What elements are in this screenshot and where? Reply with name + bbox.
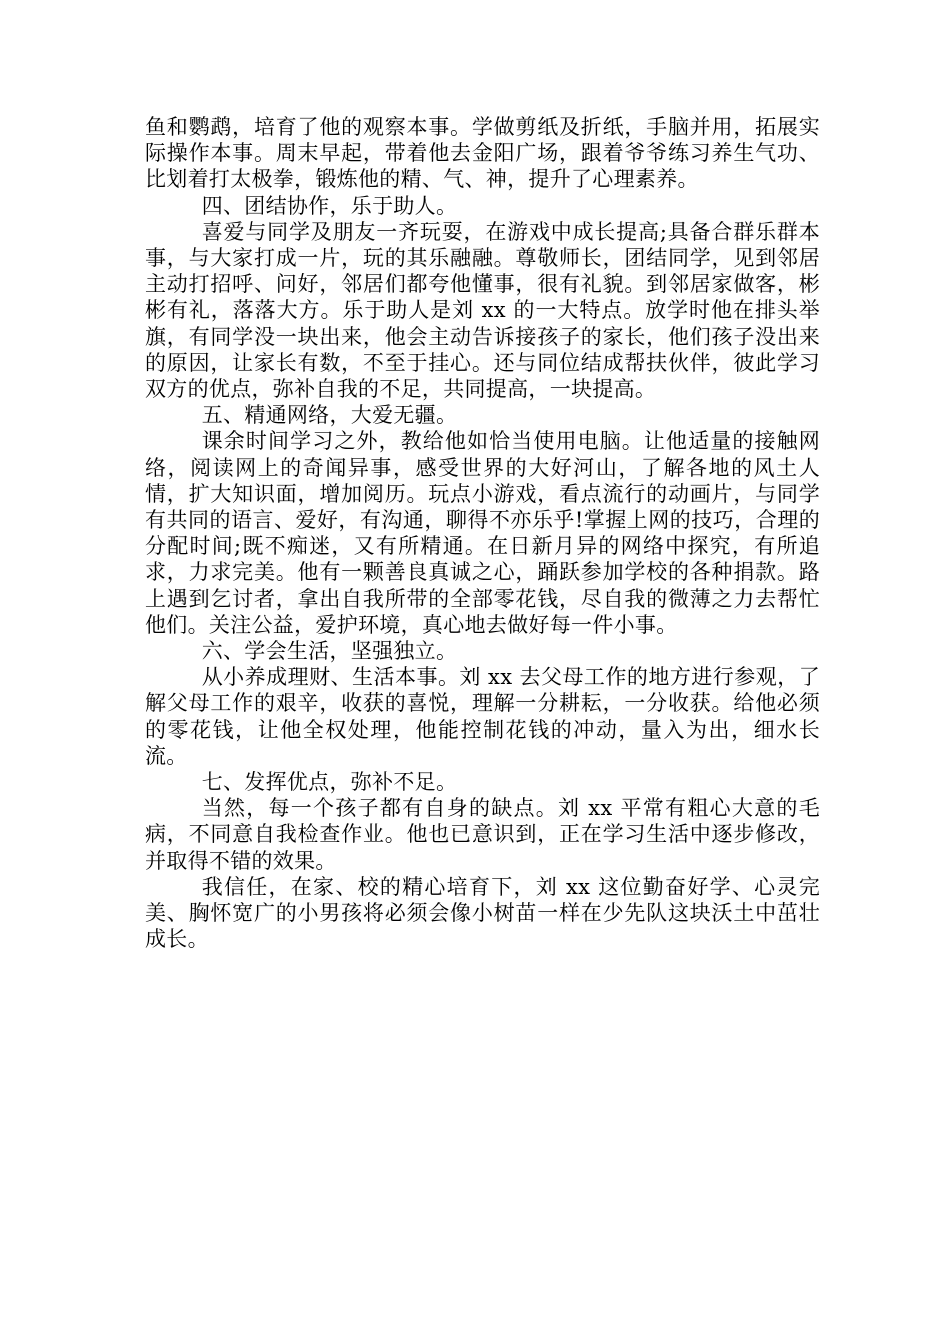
paragraph-section-4: 喜爱与同学及朋友一齐玩耍，在游戏中成长提高;具备合群乐群本事，与大家打成一片，玩的其乐融融。尊敬师长，团结同学，见到邻居主动打招呼、问好，邻居们都夸他懂事，很有礼貌。到邻居家做客，彬彬有礼，落落大方。乐于助人是刘 xx 的一大特点。放学时他在排头举旗，有同学没一块出来，他会主动告诉接孩子的家长，他们孩子没出来的原因，让家长有数，不至于挂心。还与同位结成帮扶伙伴，彼此学习双方的优点，弥补自我的不足，共同提高，一块提高。 bbox=[145, 219, 820, 402]
paragraph-section-6: 从小养成理财、生活本事。刘 xx 去父母工作的地方进行参观，了解父母工作的艰辛，收获的喜悦，理解一分耕耘，一分收获。给他必须的零花钱，让他全权处理，他能控制花钱的冲动，量入为出，细水长流。 bbox=[145, 665, 820, 768]
paragraph-conclusion: 我信任，在家、校的精心培育下，刘 xx 这位勤奋好学、心灵完美、胸怀宽广的小男孩将必须会像小树苗一样在少先队这块沃土中茁壮成长。 bbox=[145, 874, 820, 952]
paragraph-section-7: 当然，每一个孩子都有自身的缺点。刘 xx 平常有粗心大意的毛病，不同意自我检查作业。他也已意识到，正在学习生活中逐步修改，并取得不错的效果。 bbox=[145, 796, 820, 873]
paragraph-continued: 鱼和鹦鹉，培育了他的观察本事。学做剪纸及折纸，手脑并用，拓展实际操作本事。周末早起，带着他去金阳广场，跟着爷爷练习养生气功、比划着打太极拳，锻炼他的精、气、神，提升了心理素养。 bbox=[145, 115, 820, 192]
section-heading-4: 四、团结协作，乐于助人。 bbox=[201, 193, 458, 218]
section-heading-6: 六、学会生活，坚强独立。 bbox=[201, 639, 458, 664]
section-heading-5: 五、精通网络，大爱无疆。 bbox=[201, 403, 458, 428]
paragraph-section-5: 课余时间学习之外，教给他如恰当使用电脑。让他适量的接触网络，阅读网上的奇闻异事，感受世界的大好河山，了解各地的风土人情，扩大知识面，增加阅历。玩点小游戏，看点流行的动画片，与同学有共同的语言、爱好，有沟通，聊得不亦乐乎!掌握上网的技巧，合理的分配时间;既不痴迷，又有所精通。在日新月异的网络中探究，有所追求，力求完美。他有一颗善良真诚之心，踊跃参加学校的各种捐款。路上遇到乞讨者，拿出自我所带的全部零花钱，尽自我的微薄之力去帮忙他们。关注公益，爱护环境，真心地去做好每一件小事。 bbox=[145, 429, 820, 637]
document-body bbox=[145, 114, 820, 953]
section-heading-7: 七、发挥优点，弥补不足。 bbox=[201, 770, 458, 795]
